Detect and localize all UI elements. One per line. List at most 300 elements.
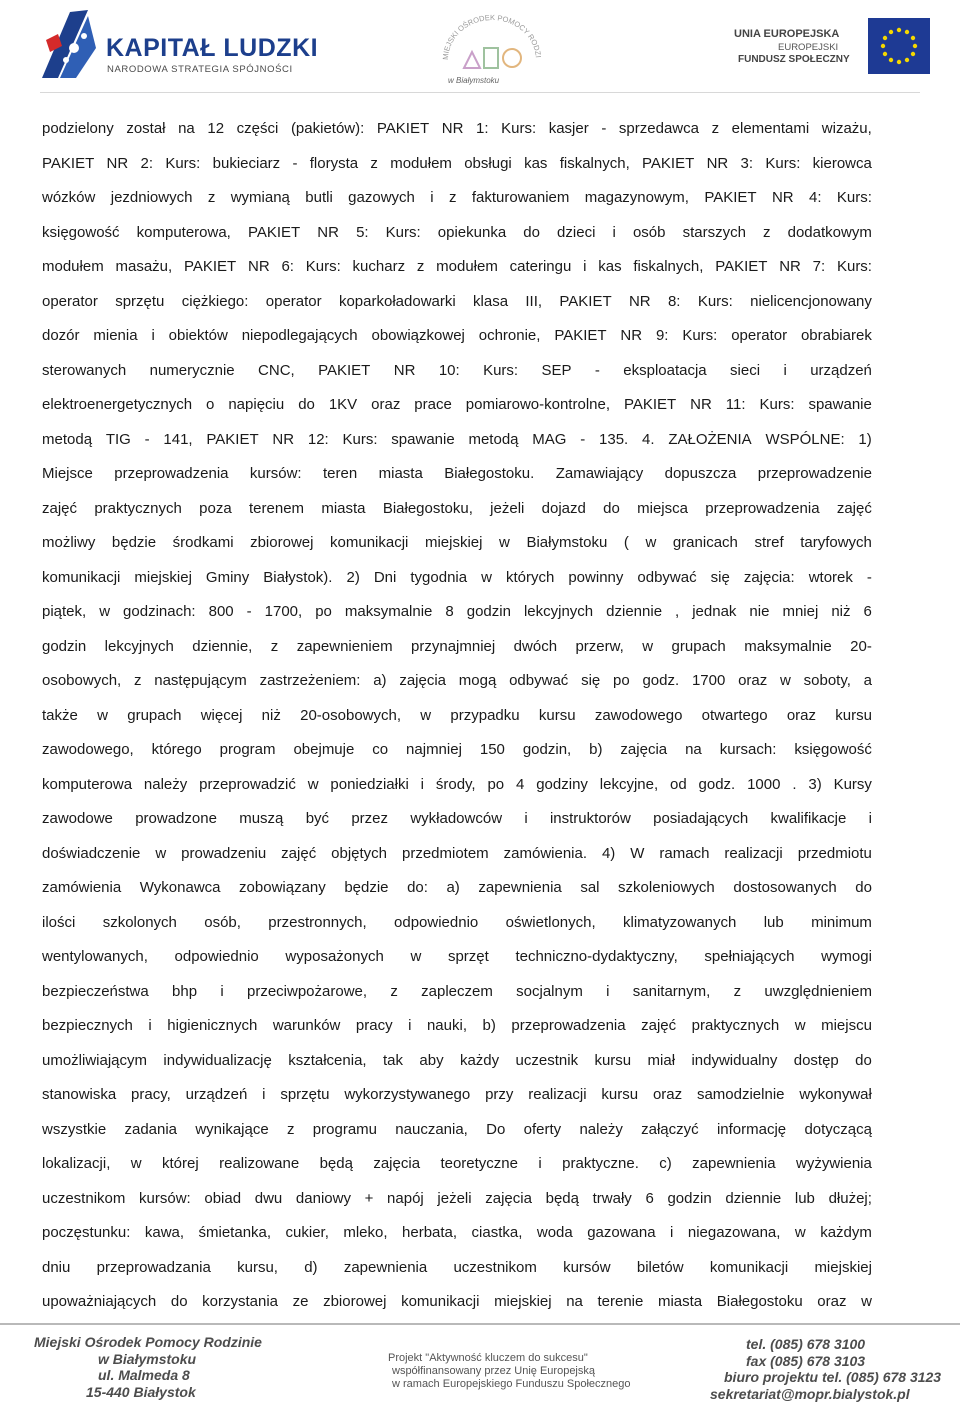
- text-word: terenie: [597, 1293, 644, 1310]
- text-word: w: [645, 534, 657, 551]
- text-word: 1700,: [264, 603, 303, 620]
- text-word: 4): [601, 844, 616, 862]
- text-word: podzielony: [42, 120, 114, 137]
- header-divider: [40, 92, 920, 93]
- text-word: dojazd: [541, 499, 586, 517]
- text-word: godzin: [42, 637, 87, 655]
- text-word: wszystkie: [42, 1120, 107, 1138]
- footer-org-postcode: 15-440 Białystok: [86, 1383, 196, 1400]
- text-word: do: [170, 1293, 188, 1310]
- text-word: lub: [763, 913, 784, 931]
- text-word: został: [126, 120, 166, 137]
- text-word: 10:: [438, 361, 460, 379]
- text-word: w: [155, 844, 167, 862]
- text-word: 4: [516, 775, 525, 793]
- text-word: stref: [754, 534, 784, 551]
- text-word: zobowiązany: [239, 879, 326, 896]
- text-word: przeprowadzenie: [757, 465, 872, 482]
- text-line: [42, 250, 872, 285]
- text-word: odpowiednio: [394, 913, 479, 931]
- text-line: [42, 1182, 872, 1217]
- text-word: wyposażonych: [285, 948, 384, 965]
- eu-line1: UNIA EUROPEJSKA: [734, 28, 840, 40]
- text-word: PAKIET: [642, 154, 695, 172]
- text-word: Kurs:: [483, 361, 519, 379]
- text-word: dostosowanych: [733, 879, 837, 896]
- text-line: [42, 595, 872, 630]
- text-word: a: [863, 672, 872, 689]
- kapital-ludzki-flag-icon: [40, 8, 98, 78]
- text-word: się: [581, 672, 601, 689]
- text-word: +: [364, 1189, 374, 1207]
- text-word: dłużej;: [828, 1189, 872, 1207]
- text-word: wynikające: [195, 1120, 269, 1138]
- text-word: w: [410, 948, 422, 965]
- text-word: zajęć: [836, 499, 872, 517]
- text-word: komputerowa,: [136, 223, 231, 241]
- text-word: możliwy: [42, 534, 96, 551]
- text-word: przeprowadzić: [199, 775, 296, 793]
- text-word: powinny: [568, 568, 624, 586]
- text-word: i: [783, 361, 787, 379]
- text-word: 20-osobowych,: [300, 706, 402, 724]
- text-word: zamówienia.: [503, 844, 588, 862]
- text-word: 141,: [163, 430, 193, 448]
- text-word: osobowych,: [42, 672, 122, 689]
- text-line: [42, 319, 872, 354]
- text-word: Kurs:: [765, 154, 801, 172]
- text-word: zapewnieniem: [296, 637, 393, 655]
- text-word: praktycznych: [94, 499, 182, 517]
- text-word: prowadzeniu: [181, 844, 267, 862]
- text-word: z: [416, 258, 425, 275]
- text-word: godz.: [698, 775, 736, 793]
- text-word: co: [372, 741, 389, 758]
- text-word: butli: [305, 189, 333, 206]
- text-line: [42, 1044, 872, 1079]
- eu-flag-icon: [868, 18, 930, 74]
- text-word: niepodlegających: [241, 327, 358, 344]
- text-line: [42, 940, 872, 975]
- text-word: daniowy: [295, 1189, 351, 1207]
- text-word: lokalizacji,: [42, 1155, 111, 1172]
- text-word: sprzedawca: [618, 120, 699, 137]
- text-word: przerw,: [575, 637, 624, 655]
- text-word: a): [373, 672, 387, 689]
- text-word: grupach: [671, 637, 726, 655]
- text-word: woda: [536, 1224, 573, 1241]
- text-word: Białegostoku,: [382, 499, 473, 517]
- text-word: indywidualizację: [163, 1051, 272, 1069]
- text-word: zajęcia: [399, 672, 447, 689]
- mopr-emblem-icon: [438, 14, 546, 78]
- text-word: CNC,: [258, 361, 295, 379]
- text-word: kształcenia,: [288, 1051, 367, 1069]
- text-line: [42, 802, 872, 837]
- text-word: -: [580, 430, 586, 448]
- text-word: miasta: [657, 1293, 703, 1310]
- text-word: urządzeń: [185, 1086, 248, 1103]
- text-word: informację: [716, 1120, 787, 1138]
- text-word: miejscu: [821, 1017, 872, 1034]
- text-word: mniej: [782, 603, 819, 620]
- text-word: grupach: [127, 706, 182, 724]
- text-word: szkolonych: [102, 913, 177, 931]
- text-word: taryfowych: [800, 534, 872, 551]
- text-line: [42, 975, 872, 1010]
- text-word: przeprowadzania: [96, 1258, 211, 1276]
- text-word: i: [408, 1017, 412, 1034]
- text-word: kursu: [538, 706, 576, 724]
- text-word: socjalnym: [516, 982, 583, 1000]
- text-word: nielicencjonowany: [750, 292, 872, 310]
- text-word: realizacji: [724, 844, 783, 862]
- text-word: spawanie: [808, 396, 872, 413]
- text-line: [42, 837, 872, 872]
- text-word: zapewnienia: [343, 1258, 428, 1276]
- text-word: 2): [346, 568, 360, 586]
- text-word: Kurs:: [305, 258, 341, 275]
- text-word: z: [370, 154, 378, 172]
- text-line: [42, 733, 872, 768]
- text-word: Białegostoku.: [444, 465, 535, 482]
- footer-org-city: w Białymstoku: [98, 1350, 197, 1367]
- text-word: miejskiej: [134, 568, 192, 586]
- text-word: nauki,: [426, 1017, 467, 1034]
- text-word: komunikacji: [42, 568, 121, 586]
- text-word: ,: [675, 603, 680, 620]
- text-word: oraz: [817, 1293, 847, 1310]
- text-word: także: [42, 706, 78, 724]
- text-word: a): [446, 879, 460, 896]
- text-word: przeciwpożarowe,: [247, 982, 368, 1000]
- text-word: przeprowadzenia: [705, 499, 820, 517]
- text-word: i: [420, 775, 424, 793]
- text-word: teoretyczne: [440, 1155, 518, 1172]
- text-word: piątek,: [42, 603, 87, 620]
- text-word: NR: [706, 154, 729, 172]
- text-word: 8:: [667, 292, 681, 310]
- text-word: będzie: [111, 534, 157, 551]
- text-word: zajęć: [641, 1017, 677, 1034]
- text-word: zastrzeżeniem:: [259, 672, 361, 689]
- text-word: ciastka,: [471, 1224, 523, 1241]
- text-word: godzin: [466, 603, 511, 620]
- text-word: wykonywał: [799, 1086, 872, 1103]
- text-word: księgowość: [794, 741, 872, 758]
- text-word: w: [794, 1017, 806, 1034]
- text-line: [42, 216, 872, 251]
- text-word: dwu: [254, 1189, 283, 1207]
- text-word: dotyczącą: [804, 1120, 872, 1138]
- text-word: bezpieczeństwa: [42, 982, 149, 1000]
- text-word: maksymalnie: [744, 637, 832, 655]
- text-word: 8: [445, 603, 454, 620]
- text-word: mogą: [458, 672, 497, 689]
- text-word: godzinach:: [123, 603, 196, 620]
- text-word: po: [613, 672, 630, 689]
- text-word: NR: [248, 258, 270, 275]
- text-word: PAKIET: [715, 258, 768, 275]
- text-word: upoważniających: [42, 1293, 157, 1310]
- text-word: maksymalnie: [344, 603, 433, 620]
- text-word: poniedziałki: [330, 775, 409, 793]
- text-word: 11:: [725, 396, 746, 413]
- text-word: 1): [858, 430, 872, 448]
- text-word: do: [603, 499, 620, 517]
- text-line: [42, 630, 872, 665]
- text-word: .: [792, 775, 797, 793]
- text-line: [42, 768, 872, 803]
- text-word: PAKIET: [183, 258, 237, 275]
- footer-org-street: ul. Malmeda 8: [98, 1367, 190, 1383]
- text-word: klasa: [473, 292, 509, 310]
- text-word: wymogi: [821, 948, 872, 965]
- text-line: [42, 526, 872, 561]
- text-word: 12: [207, 120, 225, 137]
- text-word: realizacji: [528, 1086, 587, 1103]
- text-word: obsługi: [464, 154, 512, 172]
- text-word: gazowych: [348, 189, 415, 206]
- text-word: miejsca: [637, 499, 688, 517]
- text-word: SEP: [541, 361, 572, 379]
- text-word: szkoleniowych: [618, 879, 715, 896]
- text-word: z: [711, 120, 720, 137]
- text-word: od: [669, 775, 687, 793]
- text-word: dostęp: [793, 1051, 839, 1069]
- footer-fax: fax (085) 678 3103: [746, 1352, 866, 1369]
- text-line: [42, 457, 872, 492]
- text-line: [42, 1009, 872, 1044]
- text-word: kierowca: [812, 154, 872, 172]
- text-word: do: [855, 879, 872, 896]
- text-word: cateringu: [509, 258, 572, 275]
- text-word: komputerowa: [42, 775, 133, 793]
- text-word: Wykonawca: [139, 879, 221, 896]
- text-word: się: [710, 568, 730, 586]
- text-word: NR: [106, 154, 129, 172]
- text-word: nauczania,: [395, 1120, 468, 1138]
- text-word: osób,: [204, 913, 241, 931]
- text-word: instruktorów: [549, 810, 631, 827]
- text-word: -: [594, 361, 600, 379]
- text-word: zamówienia: [42, 879, 122, 896]
- text-word: soboty,: [803, 672, 851, 689]
- text-word: jeżeli: [437, 1189, 472, 1207]
- text-word: przez: [351, 810, 389, 827]
- text-word: i: [430, 189, 434, 206]
- text-word: przy: [485, 1086, 514, 1103]
- text-word: NR: [317, 223, 339, 241]
- text-word: którego: [151, 741, 202, 758]
- footer-phone: tel. (085) 678 3100: [746, 1336, 866, 1352]
- text-word: w: [780, 672, 791, 689]
- text-word: miejskiej: [424, 534, 483, 551]
- eu-line2: EUROPEJSKI: [778, 42, 839, 53]
- text-word: otwartego: [701, 706, 768, 724]
- text-word: operator: [265, 292, 322, 310]
- text-word: urządzeń: [810, 361, 872, 379]
- text-word: PAKIET: [206, 430, 259, 448]
- text-word: przypadku: [450, 706, 520, 724]
- text-word: 150: [479, 741, 505, 758]
- text-word: posiadających: [653, 810, 749, 827]
- text-word: 6: [863, 603, 872, 620]
- text-word: fiskalnych,: [559, 154, 630, 172]
- text-word: i: [151, 327, 155, 344]
- text-word: NR: [620, 327, 643, 344]
- text-word: godz.: [642, 672, 680, 689]
- text-word: miejskiej: [494, 1293, 552, 1310]
- text-word: PAKIET: [42, 154, 95, 172]
- text-word: 3:: [740, 154, 754, 172]
- text-word: warunków: [272, 1017, 341, 1034]
- text-word: dozór: [42, 327, 80, 344]
- text-word: numerycznie: [149, 361, 235, 379]
- kapital-ludzki-logo: [40, 8, 319, 78]
- text-word: śmietanka,: [198, 1224, 272, 1241]
- text-line: [42, 112, 872, 147]
- text-word: wizażu,: [821, 120, 872, 137]
- text-word: jednak: [692, 603, 737, 620]
- text-word: niegazowana,: [687, 1224, 781, 1241]
- text-word: b): [482, 1017, 496, 1034]
- text-word: z: [207, 189, 216, 206]
- text-word: PAKIET: [247, 223, 301, 241]
- text-line: [42, 664, 872, 699]
- text-word: operator: [42, 292, 98, 310]
- text-word: zawodowego: [594, 706, 683, 724]
- text-word: i: [606, 982, 610, 1000]
- page-footer: [0, 1330, 960, 1406]
- text-word: mienia: [93, 327, 138, 344]
- text-word: TIG: [105, 430, 131, 448]
- text-line: [42, 699, 872, 734]
- footer-project-line: Projekt "Aktywność kluczem do sukcesu": [388, 1352, 588, 1364]
- text-word: należy: [143, 775, 188, 793]
- text-word: do:: [407, 879, 428, 896]
- text-word: zadania: [124, 1120, 178, 1138]
- text-word: 1:: [476, 120, 489, 137]
- text-word: zawodowe: [42, 810, 113, 827]
- text-word: z: [287, 1120, 295, 1138]
- text-word: odbywać: [637, 568, 697, 586]
- text-word: PAKIET: [704, 189, 757, 206]
- text-word: 7:: [812, 258, 826, 275]
- text-word: będzie: [344, 879, 389, 896]
- text-word: jeżeli: [490, 499, 525, 517]
- footer-contact: [700, 1336, 940, 1402]
- text-word: ZAŁOŻENIA: [668, 430, 752, 448]
- text-word: (: [623, 534, 629, 551]
- text-word: NR: [393, 361, 416, 379]
- text-word: niż: [831, 603, 851, 620]
- text-word: obiad: [204, 1189, 242, 1207]
- text-word: godzin: [667, 1189, 712, 1207]
- text-word: Miejsce: [42, 465, 93, 482]
- text-word: praktyczne.: [562, 1155, 639, 1172]
- text-word: wózków: [42, 189, 96, 206]
- text-word: PAKIET: [623, 396, 677, 413]
- text-word: nie: [749, 603, 770, 620]
- text-word: MAG: [532, 430, 567, 448]
- text-word: środkami: [172, 534, 234, 551]
- text-word: Kurs:: [759, 396, 795, 413]
- text-word: NR: [690, 396, 712, 413]
- text-word: jezdniowych: [110, 189, 193, 206]
- text-word: realizowane: [219, 1155, 300, 1172]
- text-word: 800: [208, 603, 234, 620]
- text-word: gazowana: [587, 1224, 656, 1241]
- text-word: wyżywienia: [795, 1155, 872, 1172]
- text-word: 6:: [281, 258, 294, 275]
- text-word: miasta: [378, 465, 423, 482]
- text-word: z: [763, 223, 771, 241]
- document-body: [42, 112, 872, 1320]
- text-word: masażu,: [115, 258, 173, 275]
- text-line: [42, 1285, 872, 1320]
- text-line: [42, 423, 872, 458]
- text-word: 6: [645, 1189, 654, 1207]
- text-word: Do: [486, 1120, 506, 1138]
- text-word: poza: [199, 499, 232, 517]
- text-word: osób: [632, 223, 666, 241]
- text-word: miasta: [321, 499, 366, 517]
- text-word: z: [390, 982, 398, 1000]
- text-word: kwalifikacje: [770, 810, 847, 827]
- text-word: sanitarnym,: [632, 982, 711, 1000]
- text-word: uwzględnieniem: [764, 982, 872, 1000]
- text-word: zapleczem: [421, 982, 493, 1000]
- text-word: uczestnikom: [42, 1189, 126, 1207]
- text-word: 1KV: [328, 396, 358, 413]
- text-line: [42, 1147, 872, 1182]
- text-word: kucharz: [352, 258, 406, 275]
- text-word: w: [130, 1155, 142, 1172]
- text-word: będą: [319, 1155, 353, 1172]
- text-word: techniczno-dydaktyczny,: [515, 948, 678, 965]
- text-word: lub: [794, 1189, 815, 1207]
- text-word: NR: [771, 189, 794, 206]
- text-word: programu: [312, 1120, 377, 1138]
- text-word: PAKIET: [376, 120, 430, 137]
- text-line: [42, 388, 872, 423]
- text-word: i: [612, 223, 616, 241]
- text-word: zbiorowej: [250, 534, 314, 551]
- text-word: fakturowaniem: [471, 189, 570, 206]
- text-word: granicach: [672, 534, 738, 551]
- text-word: w: [499, 534, 510, 551]
- text-word: Białymstoku: [526, 534, 608, 551]
- text-word: której: [162, 1155, 199, 1172]
- text-word: dziennie,: [192, 637, 253, 655]
- text-word: godzin,: [522, 741, 572, 758]
- text-word: z: [270, 637, 279, 655]
- text-word: 9:: [655, 327, 669, 344]
- text-line: [42, 147, 872, 182]
- text-word: każdym: [820, 1224, 872, 1241]
- text-word: będą: [545, 1189, 579, 1207]
- text-word: NR: [628, 292, 651, 310]
- text-word: objętych: [331, 844, 388, 862]
- text-word: i: [868, 810, 872, 827]
- text-word: w: [307, 775, 319, 793]
- text-word: korzystania: [202, 1293, 279, 1310]
- text-word: operator: [731, 327, 788, 344]
- text-word: eksploatacja: [623, 361, 707, 379]
- text-word: 5:: [356, 223, 369, 241]
- text-word: uczestnikom: [453, 1258, 537, 1276]
